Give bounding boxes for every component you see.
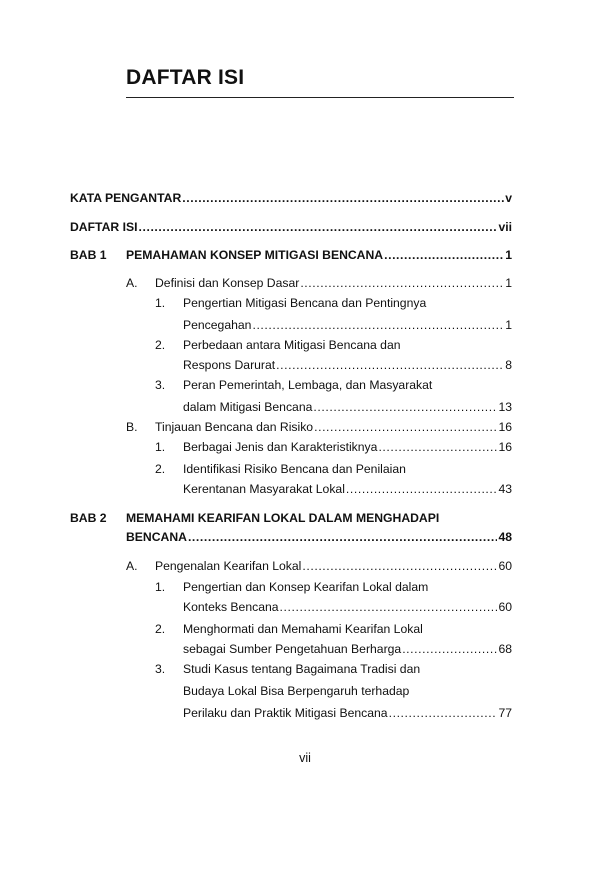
toc-leader-dots bbox=[378, 440, 497, 455]
toc-entry-bab2-a3[interactable] bbox=[183, 706, 512, 721]
toc-entry-bab1-a[interactable] bbox=[155, 276, 512, 291]
toc-entry-line[interactable] bbox=[183, 338, 456, 353]
toc-entry-text: MEMAHAMI KEARIFAN LOKAL DALAM MENGHADAPI bbox=[126, 511, 440, 525]
item-number: 2. bbox=[155, 622, 166, 636]
toc-entry-line[interactable] bbox=[183, 622, 457, 637]
toc-entry-text: Kerentanan Masyarakat Lokal bbox=[183, 482, 345, 496]
toc-page-number: 16 bbox=[498, 440, 512, 454]
toc-entry-text: Pengertian Mitigasi Bencana dan Pentingnya bbox=[183, 296, 427, 310]
toc-entry-text: BENCANA bbox=[126, 530, 187, 544]
page-number: vii bbox=[299, 751, 311, 765]
toc-entry-text: Berbagai Jenis dan Karakteristiknya bbox=[183, 440, 378, 454]
toc-page-number: 13 bbox=[498, 400, 512, 414]
item-number: 1. bbox=[155, 296, 166, 310]
item-number: 1. bbox=[155, 440, 166, 454]
toc-entry-line[interactable] bbox=[183, 580, 457, 595]
toc-entry-text: DAFTAR ISI bbox=[70, 220, 138, 234]
toc-entry-bab2[interactable] bbox=[126, 530, 512, 545]
toc-entry-text: Pencegahan bbox=[183, 318, 252, 332]
toc-entry-line[interactable] bbox=[126, 511, 469, 526]
toc-page-number: v bbox=[505, 191, 512, 205]
toc-entry-bab1[interactable] bbox=[126, 248, 512, 263]
toc-entry-bab1-a1[interactable] bbox=[183, 318, 512, 333]
toc-leader-dots bbox=[302, 559, 497, 574]
section-letter: A. bbox=[126, 559, 138, 573]
toc-leader-dots bbox=[138, 220, 497, 235]
toc-entry-text: Studi Kasus tentang Bagaimana Tradisi dan bbox=[183, 662, 421, 676]
toc-leader-dots bbox=[276, 358, 504, 373]
item-number: 2. bbox=[155, 338, 166, 352]
toc-leader-dots bbox=[300, 276, 504, 291]
toc-leader-dots bbox=[280, 600, 498, 615]
toc-leader-dots bbox=[384, 248, 504, 263]
toc-leader-dots bbox=[346, 482, 498, 497]
toc-entry-text: Peran Pemerintah, Lembaga, dan Masyarakat bbox=[183, 378, 433, 392]
toc-page-number: 48 bbox=[498, 530, 512, 544]
toc-entry-text: Perbedaan antara Mitigasi Bencana dan bbox=[183, 338, 401, 352]
title-rule bbox=[126, 97, 514, 98]
toc-leader-dots bbox=[313, 400, 497, 415]
toc-entry-line[interactable] bbox=[183, 684, 457, 699]
toc-page-number: 1 bbox=[505, 248, 512, 262]
toc-entry-line[interactable] bbox=[183, 662, 457, 677]
toc-page-number: 1 bbox=[505, 276, 512, 290]
toc-page-number: 43 bbox=[498, 482, 512, 496]
section-letter: A. bbox=[126, 276, 138, 290]
item-number: 3. bbox=[155, 662, 166, 676]
toc-page-number: 60 bbox=[498, 559, 512, 573]
toc-entry-daftar-isi[interactable] bbox=[70, 220, 512, 235]
toc-entry-text: Konteks Bencana bbox=[183, 600, 279, 614]
toc-entry-text: Definisi dan Konsep Dasar bbox=[155, 276, 300, 290]
toc-entry-text: Pengenalan Kearifan Lokal bbox=[155, 559, 302, 573]
toc-entry-bab2-a[interactable] bbox=[155, 559, 512, 574]
toc-leader-dots bbox=[188, 530, 498, 545]
toc-entry-text: KATA PENGANTAR bbox=[70, 191, 182, 205]
toc-leader-dots bbox=[402, 642, 497, 657]
section-letter: B. bbox=[126, 420, 138, 434]
toc-entry-text: Respons Darurat bbox=[183, 358, 276, 372]
toc-entry-text: Pengertian dan Konsep Kearifan Lokal dalam bbox=[183, 580, 429, 594]
toc-entry-bab2-a1[interactable] bbox=[183, 600, 512, 615]
toc-entry-text: dalam Mitigasi Bencana bbox=[183, 400, 313, 414]
toc-page-number: 1 bbox=[505, 318, 512, 332]
toc-entry-bab2-a2[interactable] bbox=[183, 642, 512, 657]
toc-page-number: 16 bbox=[498, 420, 512, 434]
toc-entry-text: Budaya Lokal Bisa Berpengaruh terhadap bbox=[183, 684, 410, 698]
toc-entry-bab1-b2[interactable] bbox=[183, 482, 512, 497]
toc-leader-dots bbox=[389, 706, 498, 721]
toc-page-number: vii bbox=[498, 220, 512, 234]
item-number: 3. bbox=[155, 378, 166, 392]
toc-entry-line[interactable] bbox=[183, 296, 473, 311]
toc-entry-text: PEMAHAMAN KONSEP MITIGASI BENCANA bbox=[126, 248, 384, 262]
item-number: 1. bbox=[155, 580, 166, 594]
toc-entry-text: Identifikasi Risiko Bencana dan Penilaian bbox=[183, 462, 406, 476]
toc-entry-bab1-b1[interactable] bbox=[183, 440, 512, 455]
toc-page-number: 68 bbox=[498, 642, 512, 656]
chapter-label: BAB 1 bbox=[70, 248, 107, 262]
toc-page-number: 8 bbox=[505, 358, 512, 372]
toc-entry-text: Menghormati dan Memahami Kearifan Lokal bbox=[183, 622, 423, 636]
toc-leader-dots bbox=[182, 191, 504, 206]
toc-entry-text: Perilaku dan Praktik Mitigasi Bencana bbox=[183, 706, 388, 720]
toc-page-number: 60 bbox=[498, 600, 512, 614]
toc-page-number: 77 bbox=[498, 706, 512, 720]
toc-leader-dots bbox=[314, 420, 497, 435]
item-number: 2. bbox=[155, 462, 166, 476]
page-title: DAFTAR ISI bbox=[126, 66, 245, 89]
toc-entry-bab1-a2[interactable] bbox=[183, 358, 512, 373]
toc-entry-kata-pengantar[interactable] bbox=[70, 191, 512, 206]
toc-entry-text: sebagai Sumber Pengetahuan Berharga bbox=[183, 642, 402, 656]
chapter-label: BAB 2 bbox=[70, 511, 107, 525]
toc-entry-line[interactable] bbox=[183, 378, 473, 393]
toc-entry-text: Tinjauan Bencana dan Risiko bbox=[155, 420, 314, 434]
toc-leader-dots bbox=[252, 318, 504, 333]
toc-entry-bab1-a3[interactable] bbox=[183, 400, 512, 415]
toc-entry-line[interactable] bbox=[183, 462, 456, 477]
toc-entry-bab1-b[interactable] bbox=[155, 420, 512, 435]
